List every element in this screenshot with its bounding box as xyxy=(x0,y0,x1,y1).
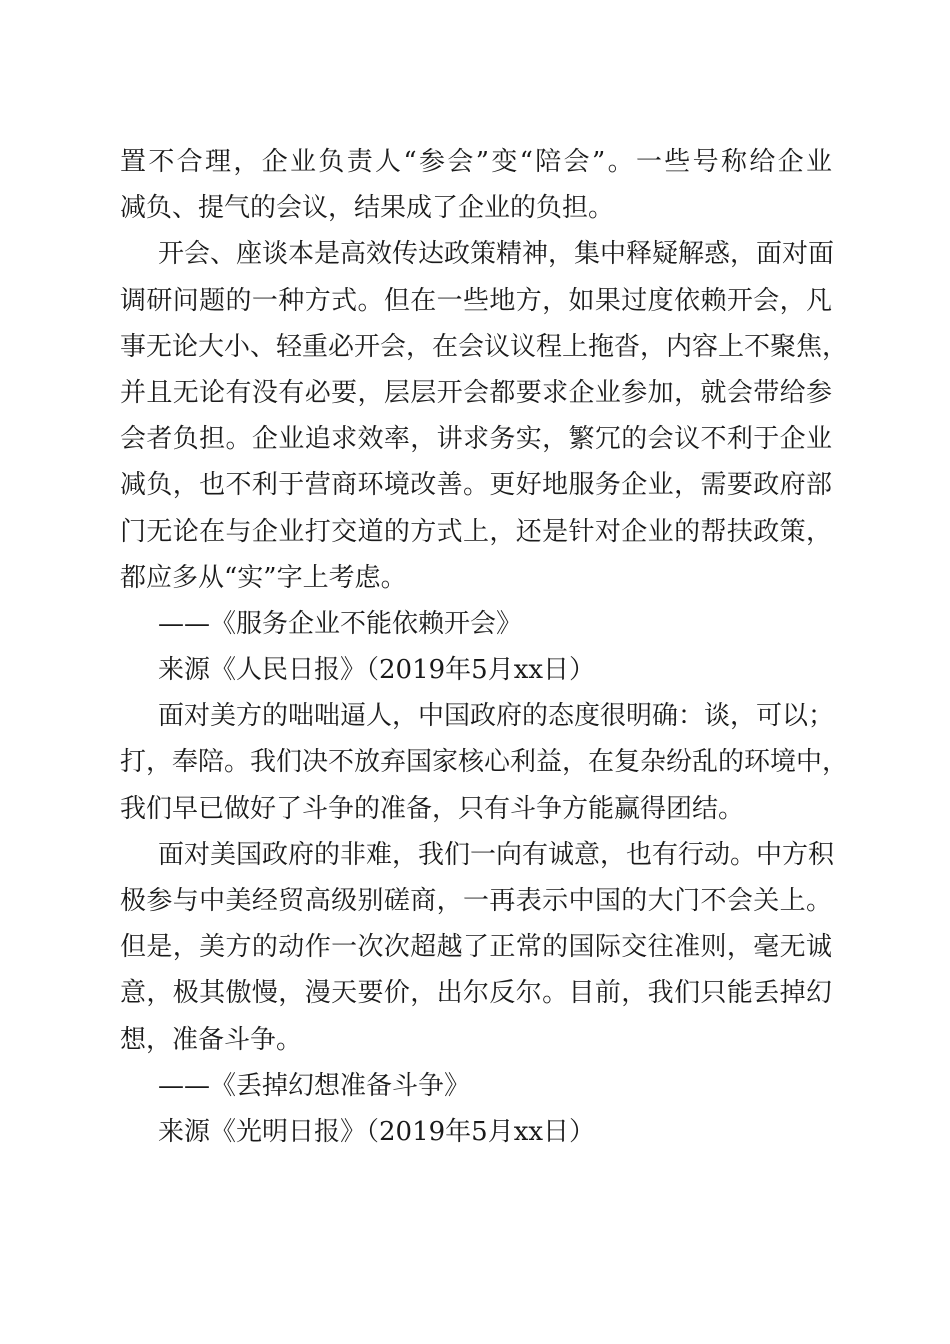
text-line: 面对美方的咄咄逼人，中国政府的态度很明确：谈，可以； xyxy=(158,701,835,732)
text-line: 调研问题的一种方式。但在一些地方，如果过度依赖开会，凡 xyxy=(120,285,832,316)
text-line: 来源《人民日报》（2019年5月xx日） xyxy=(158,655,596,686)
text-line: ——《服务企业不能依赖开会》 xyxy=(158,608,523,639)
text-line: 都应多从“实”字上考虑。 xyxy=(120,562,407,593)
text-line: 想，准备斗争。 xyxy=(120,1024,303,1055)
text-line: 减负、提气的会议，结果成了企业的负担。 xyxy=(120,193,615,224)
text-line: ——《丢掉幻想准备斗争》 xyxy=(158,1070,471,1101)
document-body xyxy=(120,139,849,1155)
text-line: 意，极其傲慢，漫天要价，出尔反尔。目前，我们只能丢掉幻 xyxy=(120,978,832,1009)
text-line: 面对美国政府的非难，我们一向有诚意，也有行动。中方积 xyxy=(158,839,835,870)
text-line: 门无论在与企业打交道的方式上，还是针对企业的帮扶政策， xyxy=(120,516,832,547)
text-line: 开会、座谈本是高效传达政策精神，集中释疑解惑，面对面 xyxy=(158,239,835,270)
text-line: 置不合理，企业负责人“参会”变“陪会”。一些号称给企业 xyxy=(120,147,832,177)
text-line: 打，奉陪。我们决不放弃国家核心利益，在复杂纷乱的环境中， xyxy=(120,747,849,778)
text-line: 事无论大小、轻重必开会，在会议议程上拖沓，内容上不聚焦， xyxy=(120,331,849,362)
text-line: 并且无论有没有必要，层层开会都要求企业参加，就会带给参 xyxy=(120,377,832,408)
text-line: 但是，美方的动作一次次超越了正常的国际交往准则，毫无诚 xyxy=(120,932,832,963)
text-line: 我们早已做好了斗争的准备，只有斗争方能赢得团结。 xyxy=(120,793,745,824)
text-line: 来源《光明日报》（2019年5月xx日） xyxy=(158,1116,596,1147)
text-line: 会者负担。企业追求效率，讲求务实，繁冗的会议不利于企业 xyxy=(120,424,832,455)
text-line: 极参与中美经贸高级别磋商，一再表示中国的大门不会关上。 xyxy=(120,886,832,916)
text-line: 减负，也不利于营商环境改善。更好地服务企业，需要政府部 xyxy=(120,470,832,501)
